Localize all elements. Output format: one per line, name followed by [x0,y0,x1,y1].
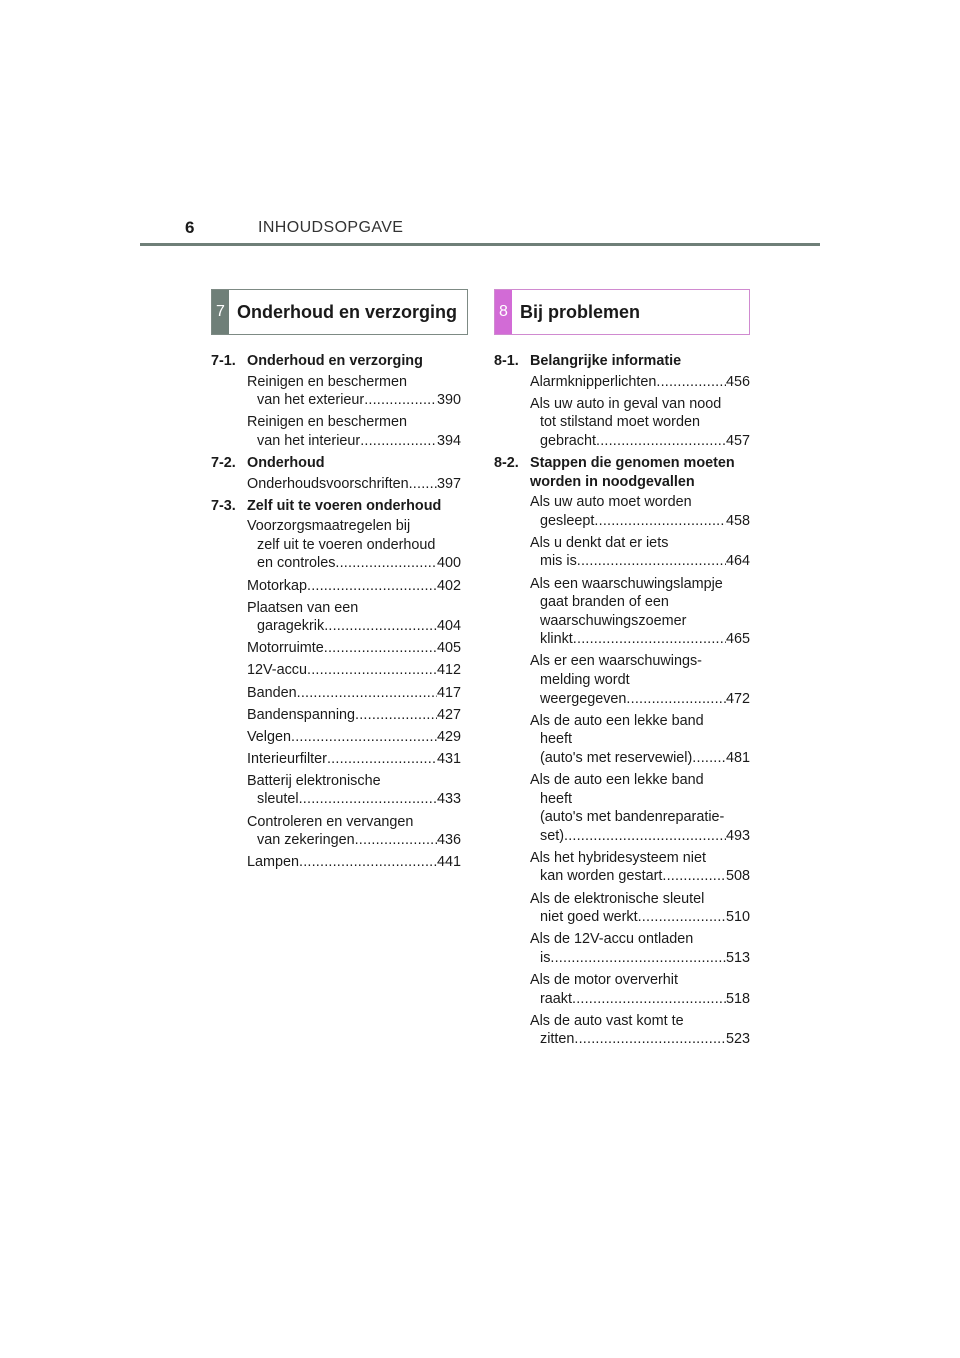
toc-entry[interactable] [530,575,750,649]
toc-entry[interactable] [247,577,461,596]
toc-page-number: 400 [436,555,461,572]
toc-entry-text: zitten [540,1031,575,1048]
subsection-number: 8-1. [494,353,519,369]
toc-entry[interactable] [530,771,750,845]
toc-entry[interactable] [247,517,461,573]
section-header-7 [211,289,468,335]
toc-entry-text: Banden [247,684,297,701]
toc-entry-line: Reinigen en beschermen [247,414,407,431]
toc-entry-text: Interieurfilter [247,750,327,767]
toc-entry[interactable] [247,853,461,872]
toc-entry-last-line [530,373,750,392]
toc-entry-last-line [530,827,750,846]
toc-page-number: 464 [725,553,750,570]
toc-entry-last-line [247,684,461,703]
subsection-heading [211,497,461,516]
toc-page-number: 431 [436,750,461,767]
toc-entry[interactable] [530,493,750,530]
toc-page-number: 427 [436,706,461,723]
dot-leader [324,617,437,636]
toc-entry-text: van het interieur [257,432,361,449]
toc-entry-last-line [530,867,750,886]
section-header-8 [494,289,750,335]
toc-entry-line: Controleren en vervangen [247,813,414,830]
toc-entry[interactable] [247,661,461,680]
page-number: 6 [185,218,195,237]
toc-page-number: 493 [725,827,750,844]
subsection-title: Zelf uit te voeren onderhoud [247,497,442,514]
dot-leader [574,1030,726,1049]
subsection-heading [211,454,461,473]
dot-leader [577,552,726,571]
toc-entry-last-line [247,790,461,809]
toc-entry-line: Batterij elektronische [247,772,381,789]
toc-entry-text: niet goed werkt [540,909,638,926]
toc-entry[interactable] [247,599,461,636]
dot-leader [594,512,726,531]
dot-leader [324,639,437,658]
dot-leader [307,577,437,596]
toc-page-number: 513 [725,949,750,966]
dot-leader [297,684,437,703]
toc-entry-last-line [530,432,750,451]
toc-entry-line: Als uw auto moet worden [530,494,692,511]
subsection-title: Belangrijke informatie [530,353,682,369]
dot-leader [572,990,726,1009]
toc-entry[interactable] [530,930,750,967]
toc-entry-text: Bandenspanning [247,706,356,723]
toc-page-number: 510 [725,909,750,926]
subsection-number: 7-2. [211,454,236,471]
dot-leader [596,432,726,451]
toc-page-number: 429 [436,728,461,745]
dot-leader [360,432,437,451]
toc-entry[interactable] [530,534,750,571]
toc-entry-last-line [247,577,461,596]
toc-entry-text: gesleept [540,512,595,529]
toc-page-number: 523 [725,1031,750,1048]
section-tab-8: 8 [495,290,512,334]
toc-page-number: 390 [436,392,461,409]
toc-entry-text: Motorkap [247,577,307,594]
toc-entry[interactable] [247,772,461,809]
toc-page-number: 412 [436,662,461,679]
toc-entry-line: Als uw auto in geval van nood [530,395,722,412]
toc-entry-text: Lampen [247,854,300,871]
toc-entry-last-line [247,432,461,451]
toc-entry[interactable] [247,684,461,703]
dot-leader [307,661,437,680]
toc-entry-last-line [530,630,750,649]
toc-entry-last-line [247,831,461,850]
toc-subsection [494,454,750,1049]
toc-page-number: 465 [725,631,750,648]
toc-entry-text: van zekeringen [257,832,355,849]
section-tab-7: 7 [212,290,229,334]
running-title: INHOUDSOPGAVE [258,219,404,236]
toc-entry-text: en controles [257,555,336,572]
dot-leader [327,750,437,769]
toc-subsection [494,352,750,450]
toc-entry-text: Onderhoudsvoorschriften [247,475,409,492]
toc-entry-last-line [247,617,461,636]
toc-page-number: 456 [725,373,750,390]
dot-leader [355,831,437,850]
toc-entry-text: kan worden gestart [540,868,663,885]
toc-entry-text: gebracht [540,432,597,449]
toc-entry-text: set) [540,827,564,844]
toc-entry-line: Als het hybridesysteem niet [530,849,706,866]
dot-leader [355,706,437,725]
toc-page-number: 457 [725,432,750,449]
toc-entry-last-line [247,554,461,573]
subsection-title: Stappen die genomen moeten worden in noodgevallen [530,454,735,490]
toc-entry-last-line [247,706,461,725]
toc-page-number: 404 [436,618,461,635]
subsection-heading [494,454,750,491]
toc-entry-line: Als er een waarschuwings- [530,653,702,670]
toc-entry[interactable] [247,639,461,658]
toc-subsection [211,454,461,493]
toc-entry-last-line [247,391,461,410]
toc-entry-text: (auto's met reservewiel) [540,749,693,766]
dot-leader [299,790,437,809]
toc-entry-line: Als de motor oververhit [530,971,678,988]
toc-entry-last-line [247,728,461,747]
header-rule [140,243,820,246]
toc-entry-last-line [530,749,750,768]
subsection-number: 7-1. [211,353,236,369]
toc-entry[interactable] [530,849,750,886]
toc-entry-last-line [530,690,750,709]
subsection-number: 8-2. [494,454,519,471]
toc-entry-last-line [247,853,461,872]
toc-entry[interactable] [247,373,461,410]
toc-page-number: 472 [725,690,750,707]
toc-entry[interactable] [247,813,461,850]
toc-entry[interactable] [530,395,750,451]
dot-leader [564,827,726,846]
toc-entry-line: Reinigen en beschermen [247,373,407,390]
toc-entry[interactable] [530,971,750,1008]
toc-page-number: 397 [436,475,461,492]
toc-entry-text: van het exterieur [257,392,365,409]
toc-entry-line: Als de auto een lekke band [530,771,704,788]
subsection-heading [494,352,750,371]
toc-entry-text: sleutel [257,791,299,808]
toc-entry[interactable] [247,475,461,494]
toc-entry[interactable] [247,413,461,450]
toc-entry-last-line [247,661,461,680]
subsection-number: 7-3. [211,497,236,514]
section-title-8: Bij problemen [520,301,641,322]
toc-entry[interactable] [530,1012,750,1049]
toc-entry[interactable] [530,712,750,768]
dot-leader [550,949,726,968]
toc-subsection [211,497,461,872]
toc-entry-line: Als de auto vast komt te [530,1012,684,1029]
dot-leader [335,554,437,573]
toc-entry-line: heeft [540,790,573,807]
toc-entry-line: waarschuwingszoemer [540,612,687,629]
toc-entry-line: Plaatsen van een [247,599,359,616]
toc-subsection [211,352,461,450]
dot-leader [291,728,437,747]
toc-entry-last-line [530,1030,750,1049]
toc-entry-line: tot stilstand moet worden [540,414,700,431]
toc-page-number: 394 [436,432,461,449]
toc-entry-last-line [530,552,750,571]
toc-column-section-8 [494,352,750,1052]
toc-entry[interactable] [247,706,461,725]
dot-leader [656,373,726,392]
toc-page-number: 436 [436,832,461,849]
dot-leader [692,749,726,768]
toc-column-section-7 [211,352,461,875]
toc-page-number: 441 [436,854,461,871]
subsection-title: Onderhoud en verzorging [247,353,423,369]
toc-entry-last-line [247,639,461,658]
dot-leader [573,630,726,649]
dot-leader [638,908,726,927]
dot-leader [364,391,437,410]
toc-entry-line: heeft [540,731,573,748]
toc-entry-text: weergegeven [540,690,627,707]
toc-page-number: 458 [725,512,750,529]
toc-entry-text: 12V-accu [247,662,308,679]
toc-entry-line: Als de elektronische sleutel [530,890,705,907]
toc-page-number: 508 [725,868,750,885]
toc-entry-line: Als de 12V-accu ontladen [530,931,694,948]
dot-leader [662,867,726,886]
toc-page-number: 433 [436,791,461,808]
toc-entry-last-line [247,750,461,769]
toc-entry[interactable] [530,373,750,392]
toc-entry-line: gaat branden of een [540,594,669,611]
toc-entry-last-line [247,475,461,494]
toc-entry-text: is [540,949,551,966]
toc-entry-line: Voorzorgsmaatregelen bij [247,518,411,535]
toc-entry-line: Als een waarschuwingslampje [530,575,723,592]
toc-entry[interactable] [247,728,461,747]
toc-entry-text: Alarmknipperlichten [530,373,657,390]
toc-entry-text: garagekrik [257,618,325,635]
toc-entry-line: Als u denkt dat er iets [530,534,669,551]
subsection-title: Onderhoud [247,454,325,471]
subsection-heading [211,352,461,371]
toc-page-number: 402 [436,577,461,594]
toc-page-number: 417 [436,684,461,701]
toc-entry-last-line [530,990,750,1009]
toc-entry-last-line [530,512,750,531]
dot-leader [409,475,437,494]
toc-entry-text: Velgen [247,728,292,745]
toc-page-number: 518 [725,990,750,1007]
toc-entry-text: Motorruimte [247,640,324,657]
toc-entry-line: zelf uit te voeren onderhoud [257,536,436,553]
toc-entry-line: Als de auto een lekke band [530,712,704,729]
toc-entry-last-line [530,908,750,927]
toc-entry-line: (auto's met bandenreparatie- [540,809,725,826]
toc-entry-text: mis is [540,553,577,570]
toc-entry-text: raakt [540,990,572,1007]
toc-entry[interactable] [530,652,750,708]
toc-page-number: 405 [436,640,461,657]
toc-page-number: 481 [725,749,750,766]
dot-leader [626,690,726,709]
section-title-7: Onderhoud en verzorging [237,301,458,322]
toc-entry[interactable] [247,750,461,769]
dot-leader [299,853,437,872]
toc-entry[interactable] [530,890,750,927]
toc-entry-text: klinkt [540,631,573,648]
toc-entry-line: melding wordt [540,672,630,688]
toc-entry-last-line [530,949,750,968]
